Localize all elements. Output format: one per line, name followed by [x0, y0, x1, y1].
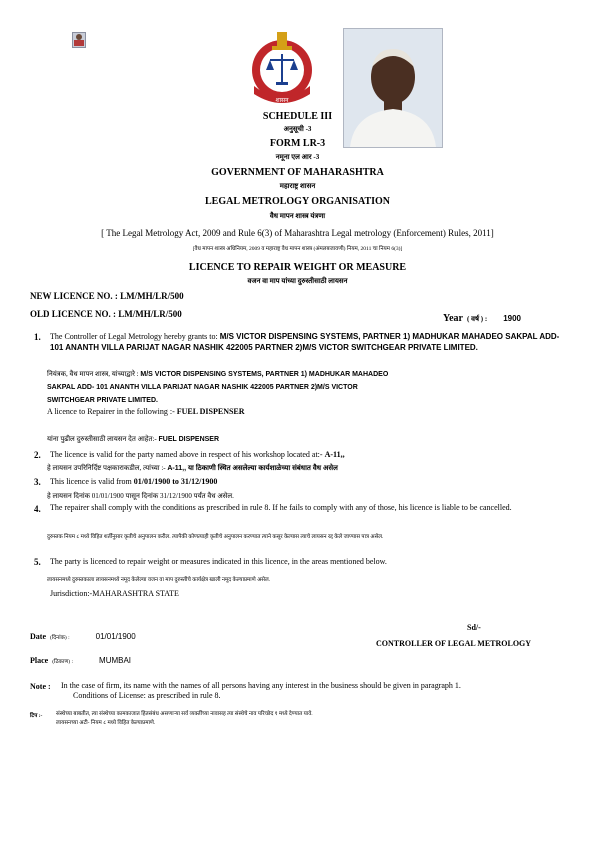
schedule-title: SCHEDULE III — [262, 111, 333, 122]
item-2-workshop: A-11,, — [324, 450, 345, 459]
organisation-title: LEGAL METROLOGY ORGANISATION — [204, 196, 391, 207]
licence-title-mr: वजन वा माप यांच्या दुरुस्तीसाठी लायसन — [247, 277, 348, 285]
form-title: FORM LR-3 — [269, 138, 326, 149]
controller-title: CONTROLLER OF LEGAL METROLOGY — [376, 639, 532, 648]
note-line-1: In the case of firm, its name with the names of all persons having any interest in the business should be given in paragraph 1. — [61, 681, 461, 690]
tip-label: टिप :- — [30, 713, 43, 719]
repairer-label-mr: यांना पुढील दुरुस्तीसाठी लायसन देत आहेत:- — [47, 435, 159, 443]
new-licence-row — [30, 291, 184, 301]
note-text — [61, 681, 566, 701]
date-value: 01/01/1900 — [95, 632, 136, 641]
act-reference: [ The Legal Metrology Act, 2009 and Rule 6(3) of Maharashtra Legal metrology (Enforcement) Rules, 2011] — [101, 228, 494, 238]
item-1-text — [50, 331, 565, 353]
place-value: MUMBAI — [99, 656, 132, 665]
item-3-validity: 01/01/1900 to 31/12/1900 — [133, 477, 218, 486]
date-row — [30, 626, 136, 644]
old-licence-row — [30, 309, 182, 319]
repairer-value-mr: FUEL DISPENSER — [158, 436, 220, 443]
government-title: GOVERNMENT OF MAHARASHTRA — [211, 167, 384, 178]
item-3-text-mr: हे लायसन दिनांक 01/01/1900 पासून दिनांक 31/12/1900 पर्यंत वैध असेल. — [47, 492, 234, 500]
act-reference-mr: [वैध मापन शास्त्र अधिनियम, 2009 व महाराष्ट्र वैध मापन शास्त्र (अंमलबजावणी) नियम, 2011 चा नियम 6(3)] — [192, 246, 403, 252]
item-number-4: 4. — [34, 504, 41, 514]
form-title-mr: नमूना एल आर -3 — [275, 153, 320, 161]
year-value: 1900 — [503, 314, 521, 323]
item-1-text-mr — [47, 368, 567, 407]
tip-line-2: लायसनच्या अटी- नियम ८ मध्ये विहित केल्याप्रमाणे. — [56, 720, 156, 726]
new-licence-value: LM/MH/LR/500 — [120, 291, 184, 301]
organisation-title-mr: वैध मापन शास्त्र यंत्रणा — [269, 212, 326, 220]
repairer-label: A licence to Repairer in the following :- — [47, 407, 177, 416]
tip-line-1: संस्थेच्या बाबतीत, त्या संस्थेच्या कामकाजात हितसंबंध असणाऱ्या सर्व व्यक्तींच्या नावासह त्या संस्थेचे नाव परिच्छेद १ मध्ये देण्यात यावे. — [56, 711, 313, 717]
repairer-row-mr — [47, 435, 219, 444]
item-2-label-mr: हे लायसन उपरिनिर्दिष्ट पक्षकाराकडील, त्यांच्या :- — [47, 464, 168, 472]
new-licence-label: NEW LICENCE NO. : — [30, 291, 118, 301]
schedule-title-mr: अनुसूची -3 — [283, 125, 312, 133]
item-5-text: The party is licenced to repair weight or measures indicated in this licence, in the areas mentioned below. — [50, 557, 387, 566]
item-2-workshop-mr: A-11,, या ठिकाणी स्थित असलेल्या कार्यशाळेच्या संबंधात वैध असेल — [167, 465, 338, 472]
legal-metrology-emblem — [240, 24, 324, 108]
place-row — [30, 650, 131, 668]
year-label: Year — [443, 313, 463, 324]
licence-title: LICENCE TO REPAIR WEIGHT OR MEASURE — [188, 262, 407, 273]
small-photo-thumbnail — [72, 32, 86, 48]
item-5-text-mr: लायसनमध्ये दुरुस्तकाला लायसनमध्ये नमूद केलेल्या वजन वा माप दुरुस्तीचे कार्यक्षेत्र खाली नमूद केल्याप्रमाणे असेल. — [47, 577, 271, 583]
item-1-licensee-mr-line2: SAKPAL ADD- 101 ANANTH VILLA PARIJAT NAGAR NASHIK 422005 PARTNER 2)M/S VICTOR — [47, 384, 358, 391]
item-number-2: 2. — [34, 450, 41, 460]
note-line-2: Conditions of License: as prescribed in rule 8. — [73, 691, 221, 700]
item-2-label: The licence is valid for the party named above in respect of his workshop located at:- — [50, 450, 325, 459]
item-1-licensee-mr-line1: M/S VICTOR DISPENSING SYSTEMS, PARTNER 1) MADHUKAR MAHADEO — [140, 371, 389, 378]
place-label-mr: (ठिकाण) : — [52, 659, 74, 665]
item-2-text-mr — [47, 464, 338, 473]
item-4-text: The repairer shall comply with the conditions as prescribed in rule 8. If he fails to comply with any of those, his licence is liable to be cancelled. — [50, 503, 512, 512]
date-label: Date — [30, 632, 46, 641]
year-row — [443, 308, 521, 326]
item-1-label: The Controller of Legal Metrology hereby grants to: — [50, 332, 220, 341]
tip-text — [56, 710, 556, 728]
item-number-3: 3. — [34, 477, 41, 487]
note-label: Note : — [30, 682, 51, 691]
signature: Sd/- — [467, 623, 481, 632]
old-licence-value: LM/MH/LR/500 — [118, 309, 182, 319]
item-2-text — [50, 450, 345, 459]
item-3-label: This licence is valid from — [50, 477, 134, 486]
item-1-licensee: M/S VICTOR DISPENSING SYSTEMS, PARTNER 1) MADHUKAR MAHADEO SAKPAL ADD- 101 ANANTH VILLA PARIJAT NAGAR NASHIK 422005 PARTNER 2)M/S VICTOR SWITCHGEAR PRIVATE LIMITED. — [50, 332, 560, 352]
date-label-mr: (दिनांक) : — [50, 635, 70, 641]
year-label-mr: ( वर्ष ) : — [467, 315, 488, 323]
item-1-label-mr: नियंत्रक, वैध मापन शास्त्र, यांच्याद्वारे : — [47, 370, 141, 378]
item-4-text-mr: दुरुस्तक नियम ८ मध्ये विहित शर्तींनुसार कृतीचे अनुपालन करील. त्यापैकी कोणत्याही कृतीचे अनुपालन करण्यात त्याने कसूर केल्यास त्याचे लायसन रद्द केले जाण्यास पात्र असेल. — [47, 534, 384, 540]
item-3-text — [50, 477, 217, 486]
old-licence-label: OLD LICENCE NO. : — [30, 309, 117, 319]
item-1-licensee-mr-line3: SWITCHGEAR PRIVATE LIMITED. — [47, 397, 158, 404]
place-label: Place — [30, 656, 49, 665]
jurisdiction: Jurisdiction:-MAHARASHTRA STATE — [50, 589, 179, 598]
item-number-1: 1. — [34, 332, 41, 342]
emblem-banner-text: शासन — [275, 98, 289, 104]
repairer-value: FUEL DISPENSER — [176, 407, 245, 416]
repairer-row — [47, 407, 245, 416]
government-title-mr: महाराष्ट्र शासन — [279, 182, 316, 190]
item-number-5: 5. — [34, 557, 41, 567]
